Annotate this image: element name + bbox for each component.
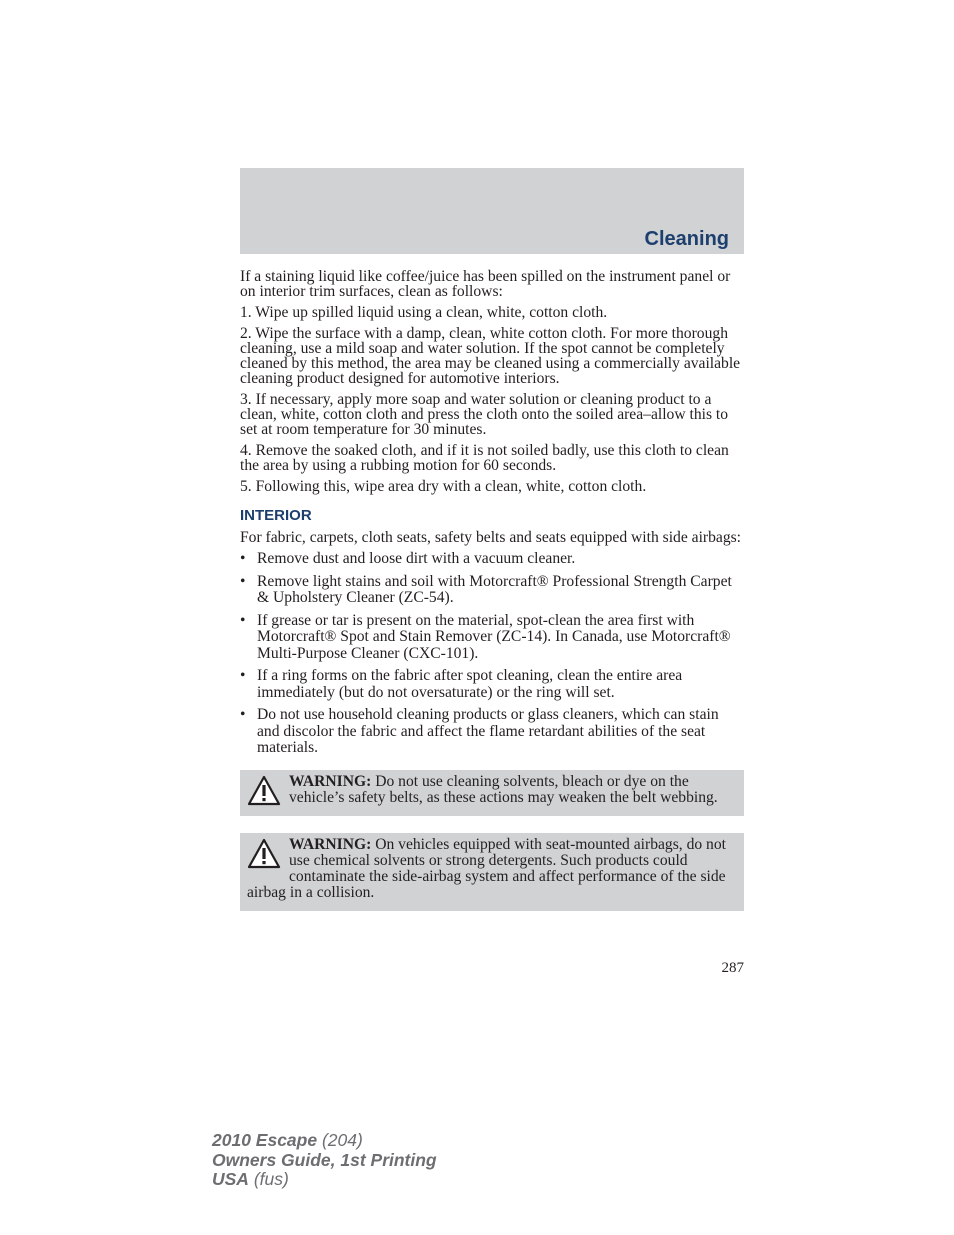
section-header-band: [240, 168, 744, 254]
intro-paragraph: If a staining liquid like coffee/juice has been spilled on the instrument panel or on interior trim surfaces, clean as follows:: [240, 268, 731, 300]
document-footer: [212, 1131, 437, 1190]
bullet-icon: •: [240, 706, 246, 723]
section-title: Cleaning: [644, 228, 729, 250]
list-item-text: If grease or tar is present on the material, spot-clean the area first with Motorcraft® Spot and Stain Remover (ZC-14). In Canada, use Motorcraft® Multi-Purpose Cleaner (CXC-101).: [257, 611, 731, 662]
step-4: 4. Remove the soaked cloth, and if it is not soiled badly, use this cloth to clean the area by using a rubbing motion for 60 seconds.: [240, 442, 729, 474]
list-item-text: If a ring forms on the fabric after spot cleaning, clean the entire area immediately (but do not oversaturate) or the ring will set.: [257, 667, 683, 701]
interior-heading: INTERIOR: [240, 507, 312, 524]
list-item: [240, 707, 744, 757]
warning-label: WARNING:: [289, 835, 372, 853]
step-2: 2. Wipe the surface with a damp, clean, white cotton cloth. For more thorough cleaning, use a mild soap and water solution. If the spot cannot be completely cleaned by this method, the area may be cleaned using a commercially available cleaning product designed for automotive interiors.: [240, 325, 741, 387]
interior-bullet-list: [240, 551, 744, 757]
step-3: 3. If necessary, apply more soap and water solution or cleaning product to a clean, white, cotton cloth and press the cloth onto the soiled area–allow this to set at room temperature for 30 minutes.: [240, 391, 729, 438]
warning-label: WARNING:: [289, 772, 372, 790]
warning-text: On vehicles equipped with seat-mounted airbags, do not use chemical solvents or strong detergents. Such products could contaminate the side-airbag system and affect performance of the side airbag in a collision.: [247, 835, 726, 902]
warning-triangle-icon: [247, 775, 281, 807]
list-item: [240, 613, 744, 663]
page-number: 287: [721, 960, 744, 976]
warning-text: Do not use cleaning solvents, bleach or dye on the vehicle’s safety belts, as these actions may weaken the belt webbing.: [289, 772, 718, 806]
warning-box-side-airbag: [240, 833, 744, 911]
list-item-text: Remove light stains and soil with Motorcraft® Professional Strength Carpet & Upholstery Cleaner (ZC-54).: [257, 572, 732, 606]
bullet-icon: •: [240, 611, 246, 629]
bullet-icon: •: [240, 667, 246, 684]
warning-box-safety-belts: [240, 770, 744, 816]
footer-line-market: USA (fus): [212, 1169, 289, 1189]
page-content: [240, 269, 744, 911]
warning-triangle-icon: [247, 838, 281, 870]
step-5: 5. Following this, wipe area dry with a clean, white, cotton cloth.: [240, 478, 647, 495]
list-item-text: Remove dust and loose dirt with a vacuum cleaner.: [257, 550, 576, 567]
bullet-icon: •: [240, 572, 246, 590]
step-1: 1. Wipe up spilled liquid using a clean, white, cotton cloth.: [240, 304, 608, 321]
bullet-icon: •: [240, 550, 246, 567]
footer-line-model: 2010 Escape (204): [212, 1130, 363, 1150]
footer-line-guide: Owners Guide, 1st Printing: [212, 1149, 437, 1170]
interior-lead: For fabric, carpets, cloth seats, safety belts and seats equipped with side airbags:: [240, 529, 742, 546]
list-item-text: Do not use household cleaning products or glass cleaners, which can stain and discolor the fabric and affect the flame retardant abilities of the seat materials.: [257, 706, 719, 756]
list-item: [240, 574, 744, 607]
list-item: [240, 551, 744, 568]
list-item: [240, 668, 744, 701]
